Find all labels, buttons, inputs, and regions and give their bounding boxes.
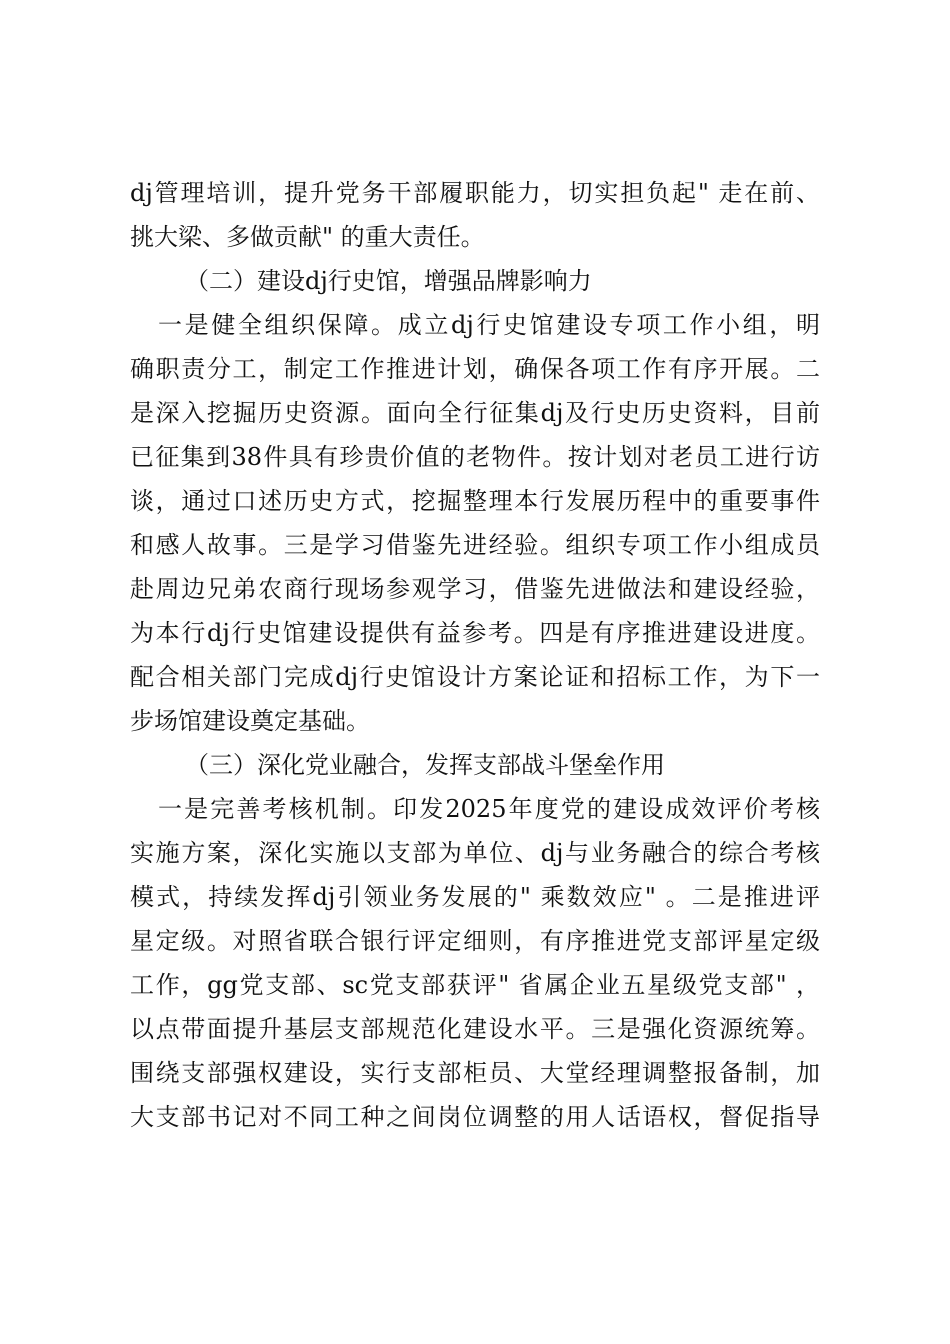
text-line: 工作，gg党支部、sc党支部获评" 省属企业五星级党支部" ，	[130, 971, 820, 999]
text-line: 大支部书记对不同工种之间岗位调整的用人话语权，督促指导	[130, 1103, 820, 1131]
text-line: 和感人故事。三是学习借鉴先进经验。组织专项工作小组成员	[130, 531, 820, 559]
text-line: 挑大梁、多做贡献" 的重大责任。	[130, 223, 485, 251]
text-line: 步场馆建设奠定基础。	[130, 707, 370, 735]
text-line: 已征集到38件具有珍贵价值的老物件。按计划对老员工进行访	[130, 443, 820, 471]
text-line: 实施方案，深化实施以支部为单位、dj与业务融合的综合考核	[130, 839, 820, 867]
text-line: 围绕支部强权建设，实行支部柜员、大堂经理调整报备制，加	[130, 1059, 820, 1087]
text-line: 星定级。对照省联合银行评定细则，有序推进党支部评星定级	[130, 927, 820, 955]
text-line: 为本行dj行史馆建设提供有益参考。四是有序推进建设进度。	[130, 619, 820, 647]
text-line: 是深入挖掘历史资源。面向全行征集dj及行史历史资料，目前	[130, 399, 820, 427]
text-line: 赴周边兄弟农商行现场参观学习，借鉴先进做法和建设经验，	[130, 575, 820, 603]
text-line: 谈，通过口述历史方式，挖掘整理本行发展历程中的重要事件	[130, 487, 820, 515]
text-line: 以点带面提升基层支部规范化建设水平。三是强化资源统筹。	[130, 1015, 820, 1043]
text-line: dj管理培训，提升党务干部履职能力，切实担负起" 走在前、	[130, 179, 820, 207]
text-line: 确职责分工，制定工作推进计划，确保各项工作有序开展。二	[130, 355, 820, 383]
section-heading: （二）建设dj行史馆，增强品牌影响力	[185, 267, 592, 295]
text-line: 配合相关部门完成dj行史馆设计方案论证和招标工作，为下一	[130, 663, 820, 691]
text-line: 一是健全组织保障。成立dj行史馆建设专项工作小组，明	[158, 311, 820, 339]
section-heading: （三）深化党业融合，发挥支部战斗堡垒作用	[185, 751, 665, 779]
text-line: 模式，持续发挥dj引领业务发展的" 乘数效应" 。二是推进评	[130, 883, 820, 911]
text-line: 一是完善考核机制。印发2025年度党的建设成效评价考核	[158, 795, 820, 823]
